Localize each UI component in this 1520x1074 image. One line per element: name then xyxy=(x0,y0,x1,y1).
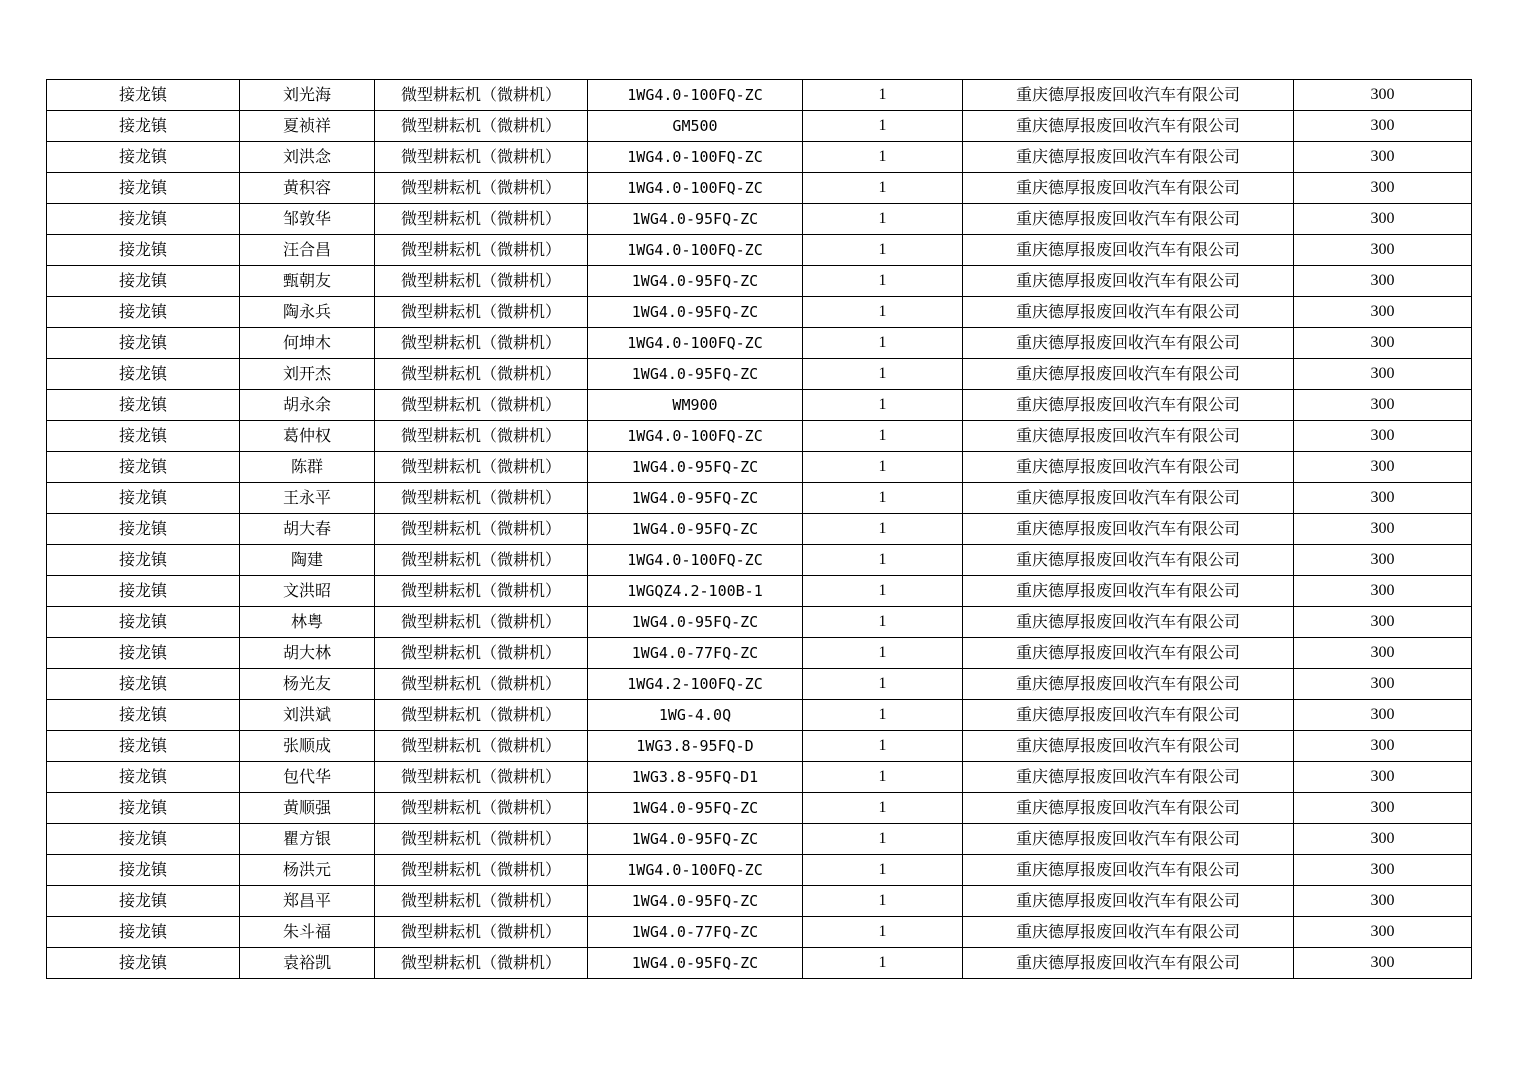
model-cell: 1WG4.0-95FQ-ZC xyxy=(588,483,803,514)
quantity-cell: 1 xyxy=(803,638,963,669)
amount-cell: 300 xyxy=(1294,607,1472,638)
town-cell: 接龙镇 xyxy=(47,855,240,886)
machine-type-cell: 微型耕耘机（微耕机） xyxy=(375,204,588,235)
quantity-cell: 1 xyxy=(803,235,963,266)
town-cell: 接龙镇 xyxy=(47,80,240,111)
name-cell: 汪合昌 xyxy=(240,235,375,266)
company-cell: 重庆德厚报废回收汽车有限公司 xyxy=(963,204,1294,235)
machine-type-cell: 微型耕耘机（微耕机） xyxy=(375,824,588,855)
quantity-cell: 1 xyxy=(803,328,963,359)
company-cell: 重庆德厚报废回收汽车有限公司 xyxy=(963,421,1294,452)
table-row xyxy=(47,111,1472,142)
table-row xyxy=(47,948,1472,979)
quantity-cell: 1 xyxy=(803,948,963,979)
model-cell: 1WG4.0-77FQ-ZC xyxy=(588,638,803,669)
amount-cell: 300 xyxy=(1294,514,1472,545)
model-cell: 1WG4.0-95FQ-ZC xyxy=(588,359,803,390)
quantity-cell: 1 xyxy=(803,359,963,390)
machine-type-cell: 微型耕耘机（微耕机） xyxy=(375,328,588,359)
model-cell: GM500 xyxy=(588,111,803,142)
amount-cell: 300 xyxy=(1294,142,1472,173)
town-cell: 接龙镇 xyxy=(47,204,240,235)
amount-cell: 300 xyxy=(1294,266,1472,297)
company-cell: 重庆德厚报废回收汽车有限公司 xyxy=(963,483,1294,514)
town-cell: 接龙镇 xyxy=(47,359,240,390)
name-cell: 何坤木 xyxy=(240,328,375,359)
quantity-cell: 1 xyxy=(803,886,963,917)
model-cell: 1WG4.0-95FQ-ZC xyxy=(588,607,803,638)
name-cell: 郑昌平 xyxy=(240,886,375,917)
records-body xyxy=(47,80,1472,979)
model-cell: 1WG4.0-95FQ-ZC xyxy=(588,452,803,483)
company-cell: 重庆德厚报废回收汽车有限公司 xyxy=(963,266,1294,297)
amount-cell: 300 xyxy=(1294,235,1472,266)
amount-cell: 300 xyxy=(1294,700,1472,731)
name-cell: 刘光海 xyxy=(240,80,375,111)
company-cell: 重庆德厚报废回收汽车有限公司 xyxy=(963,359,1294,390)
model-cell: 1WG4.0-100FQ-ZC xyxy=(588,855,803,886)
machine-type-cell: 微型耕耘机（微耕机） xyxy=(375,359,588,390)
town-cell: 接龙镇 xyxy=(47,328,240,359)
quantity-cell: 1 xyxy=(803,855,963,886)
company-cell: 重庆德厚报废回收汽车有限公司 xyxy=(963,669,1294,700)
town-cell: 接龙镇 xyxy=(47,917,240,948)
table-row xyxy=(47,235,1472,266)
amount-cell: 300 xyxy=(1294,855,1472,886)
table-row xyxy=(47,886,1472,917)
table-row xyxy=(47,700,1472,731)
machine-type-cell: 微型耕耘机（微耕机） xyxy=(375,669,588,700)
name-cell: 邹敦华 xyxy=(240,204,375,235)
model-cell: 1WG3.8-95FQ-D1 xyxy=(588,762,803,793)
town-cell: 接龙镇 xyxy=(47,390,240,421)
machine-type-cell: 微型耕耘机（微耕机） xyxy=(375,545,588,576)
amount-cell: 300 xyxy=(1294,824,1472,855)
table-row xyxy=(47,421,1472,452)
table-row xyxy=(47,390,1472,421)
table-row xyxy=(47,576,1472,607)
table-row xyxy=(47,917,1472,948)
amount-cell: 300 xyxy=(1294,328,1472,359)
town-cell: 接龙镇 xyxy=(47,173,240,204)
machine-type-cell: 微型耕耘机（微耕机） xyxy=(375,421,588,452)
quantity-cell: 1 xyxy=(803,731,963,762)
town-cell: 接龙镇 xyxy=(47,731,240,762)
machine-type-cell: 微型耕耘机（微耕机） xyxy=(375,576,588,607)
name-cell: 黄积容 xyxy=(240,173,375,204)
town-cell: 接龙镇 xyxy=(47,886,240,917)
model-cell: 1WG4.0-100FQ-ZC xyxy=(588,421,803,452)
name-cell: 陈群 xyxy=(240,452,375,483)
amount-cell: 300 xyxy=(1294,80,1472,111)
quantity-cell: 1 xyxy=(803,824,963,855)
table-row xyxy=(47,328,1472,359)
quantity-cell: 1 xyxy=(803,700,963,731)
amount-cell: 300 xyxy=(1294,204,1472,235)
town-cell: 接龙镇 xyxy=(47,545,240,576)
machine-type-cell: 微型耕耘机（微耕机） xyxy=(375,514,588,545)
town-cell: 接龙镇 xyxy=(47,669,240,700)
town-cell: 接龙镇 xyxy=(47,421,240,452)
name-cell: 张顺成 xyxy=(240,731,375,762)
model-cell: 1WG4.0-95FQ-ZC xyxy=(588,204,803,235)
quantity-cell: 1 xyxy=(803,452,963,483)
company-cell: 重庆德厚报废回收汽车有限公司 xyxy=(963,297,1294,328)
machine-type-cell: 微型耕耘机（微耕机） xyxy=(375,731,588,762)
company-cell: 重庆德厚报废回收汽车有限公司 xyxy=(963,700,1294,731)
amount-cell: 300 xyxy=(1294,359,1472,390)
model-cell: 1WG4.0-100FQ-ZC xyxy=(588,173,803,204)
quantity-cell: 1 xyxy=(803,514,963,545)
model-cell: WM900 xyxy=(588,390,803,421)
machine-type-cell: 微型耕耘机（微耕机） xyxy=(375,948,588,979)
table-row xyxy=(47,483,1472,514)
town-cell: 接龙镇 xyxy=(47,762,240,793)
table-row xyxy=(47,173,1472,204)
machine-type-cell: 微型耕耘机（微耕机） xyxy=(375,607,588,638)
machine-type-cell: 微型耕耘机（微耕机） xyxy=(375,80,588,111)
machine-type-cell: 微型耕耘机（微耕机） xyxy=(375,235,588,266)
name-cell: 胡大春 xyxy=(240,514,375,545)
model-cell: 1WGQZ4.2-100B-1 xyxy=(588,576,803,607)
company-cell: 重庆德厚报废回收汽车有限公司 xyxy=(963,886,1294,917)
company-cell: 重庆德厚报废回收汽车有限公司 xyxy=(963,173,1294,204)
name-cell: 夏祯祥 xyxy=(240,111,375,142)
quantity-cell: 1 xyxy=(803,545,963,576)
town-cell: 接龙镇 xyxy=(47,948,240,979)
quantity-cell: 1 xyxy=(803,917,963,948)
amount-cell: 300 xyxy=(1294,390,1472,421)
amount-cell: 300 xyxy=(1294,669,1472,700)
company-cell: 重庆德厚报废回收汽车有限公司 xyxy=(963,111,1294,142)
table-row xyxy=(47,514,1472,545)
company-cell: 重庆德厚报废回收汽车有限公司 xyxy=(963,762,1294,793)
machine-type-cell: 微型耕耘机（微耕机） xyxy=(375,452,588,483)
company-cell: 重庆德厚报废回收汽车有限公司 xyxy=(963,948,1294,979)
town-cell: 接龙镇 xyxy=(47,483,240,514)
table-row xyxy=(47,80,1472,111)
amount-cell: 300 xyxy=(1294,452,1472,483)
machine-type-cell: 微型耕耘机（微耕机） xyxy=(375,700,588,731)
table-row xyxy=(47,855,1472,886)
table-row xyxy=(47,762,1472,793)
name-cell: 包代华 xyxy=(240,762,375,793)
model-cell: 1WG4.0-95FQ-ZC xyxy=(588,824,803,855)
name-cell: 胡大林 xyxy=(240,638,375,669)
quantity-cell: 1 xyxy=(803,607,963,638)
table-row xyxy=(47,669,1472,700)
town-cell: 接龙镇 xyxy=(47,297,240,328)
model-cell: 1WG4.0-100FQ-ZC xyxy=(588,328,803,359)
amount-cell: 300 xyxy=(1294,421,1472,452)
machine-type-cell: 微型耕耘机（微耕机） xyxy=(375,855,588,886)
table-row xyxy=(47,824,1472,855)
amount-cell: 300 xyxy=(1294,793,1472,824)
model-cell: 1WG4.0-95FQ-ZC xyxy=(588,948,803,979)
town-cell: 接龙镇 xyxy=(47,700,240,731)
quantity-cell: 1 xyxy=(803,669,963,700)
company-cell: 重庆德厚报废回收汽车有限公司 xyxy=(963,855,1294,886)
machine-type-cell: 微型耕耘机（微耕机） xyxy=(375,917,588,948)
amount-cell: 300 xyxy=(1294,917,1472,948)
model-cell: 1WG4.0-100FQ-ZC xyxy=(588,545,803,576)
amount-cell: 300 xyxy=(1294,483,1472,514)
amount-cell: 300 xyxy=(1294,948,1472,979)
town-cell: 接龙镇 xyxy=(47,235,240,266)
machine-type-cell: 微型耕耘机（微耕机） xyxy=(375,390,588,421)
table-row xyxy=(47,359,1472,390)
town-cell: 接龙镇 xyxy=(47,638,240,669)
name-cell: 杨洪元 xyxy=(240,855,375,886)
name-cell: 葛仲权 xyxy=(240,421,375,452)
name-cell: 刘洪念 xyxy=(240,142,375,173)
town-cell: 接龙镇 xyxy=(47,452,240,483)
name-cell: 朱斗福 xyxy=(240,917,375,948)
model-cell: 1WG-4.0Q xyxy=(588,700,803,731)
company-cell: 重庆德厚报废回收汽车有限公司 xyxy=(963,576,1294,607)
amount-cell: 300 xyxy=(1294,638,1472,669)
name-cell: 刘洪斌 xyxy=(240,700,375,731)
quantity-cell: 1 xyxy=(803,204,963,235)
table-row xyxy=(47,545,1472,576)
model-cell: 1WG4.0-95FQ-ZC xyxy=(588,266,803,297)
quantity-cell: 1 xyxy=(803,483,963,514)
town-cell: 接龙镇 xyxy=(47,142,240,173)
town-cell: 接龙镇 xyxy=(47,793,240,824)
machine-type-cell: 微型耕耘机（微耕机） xyxy=(375,266,588,297)
model-cell: 1WG4.0-95FQ-ZC xyxy=(588,793,803,824)
company-cell: 重庆德厚报废回收汽车有限公司 xyxy=(963,638,1294,669)
quantity-cell: 1 xyxy=(803,142,963,173)
records-table xyxy=(46,79,1472,979)
table-row xyxy=(47,793,1472,824)
company-cell: 重庆德厚报废回收汽车有限公司 xyxy=(963,390,1294,421)
name-cell: 杨光友 xyxy=(240,669,375,700)
town-cell: 接龙镇 xyxy=(47,514,240,545)
company-cell: 重庆德厚报废回收汽车有限公司 xyxy=(963,824,1294,855)
town-cell: 接龙镇 xyxy=(47,576,240,607)
name-cell: 林粤 xyxy=(240,607,375,638)
company-cell: 重庆德厚报废回收汽车有限公司 xyxy=(963,731,1294,762)
quantity-cell: 1 xyxy=(803,111,963,142)
model-cell: 1WG4.2-100FQ-ZC xyxy=(588,669,803,700)
company-cell: 重庆德厚报废回收汽车有限公司 xyxy=(963,80,1294,111)
company-cell: 重庆德厚报废回收汽车有限公司 xyxy=(963,235,1294,266)
name-cell: 陶永兵 xyxy=(240,297,375,328)
name-cell: 瞿方银 xyxy=(240,824,375,855)
company-cell: 重庆德厚报废回收汽车有限公司 xyxy=(963,607,1294,638)
name-cell: 文洪昭 xyxy=(240,576,375,607)
name-cell: 陶建 xyxy=(240,545,375,576)
name-cell: 刘开杰 xyxy=(240,359,375,390)
model-cell: 1WG4.0-100FQ-ZC xyxy=(588,80,803,111)
company-cell: 重庆德厚报废回收汽车有限公司 xyxy=(963,793,1294,824)
model-cell: 1WG4.0-100FQ-ZC xyxy=(588,235,803,266)
quantity-cell: 1 xyxy=(803,421,963,452)
amount-cell: 300 xyxy=(1294,297,1472,328)
table-row xyxy=(47,452,1472,483)
quantity-cell: 1 xyxy=(803,762,963,793)
model-cell: 1WG4.0-95FQ-ZC xyxy=(588,886,803,917)
company-cell: 重庆德厚报废回收汽车有限公司 xyxy=(963,917,1294,948)
name-cell: 袁裕凯 xyxy=(240,948,375,979)
company-cell: 重庆德厚报废回收汽车有限公司 xyxy=(963,514,1294,545)
table-row xyxy=(47,297,1472,328)
company-cell: 重庆德厚报废回收汽车有限公司 xyxy=(963,142,1294,173)
model-cell: 1WG4.0-77FQ-ZC xyxy=(588,917,803,948)
machine-type-cell: 微型耕耘机（微耕机） xyxy=(375,297,588,328)
amount-cell: 300 xyxy=(1294,173,1472,204)
machine-type-cell: 微型耕耘机（微耕机） xyxy=(375,886,588,917)
quantity-cell: 1 xyxy=(803,80,963,111)
table-row xyxy=(47,266,1472,297)
amount-cell: 300 xyxy=(1294,111,1472,142)
quantity-cell: 1 xyxy=(803,266,963,297)
quantity-cell: 1 xyxy=(803,297,963,328)
quantity-cell: 1 xyxy=(803,390,963,421)
quantity-cell: 1 xyxy=(803,173,963,204)
name-cell: 胡永余 xyxy=(240,390,375,421)
machine-type-cell: 微型耕耘机（微耕机） xyxy=(375,793,588,824)
machine-type-cell: 微型耕耘机（微耕机） xyxy=(375,142,588,173)
town-cell: 接龙镇 xyxy=(47,266,240,297)
machine-type-cell: 微型耕耘机（微耕机） xyxy=(375,111,588,142)
model-cell: 1WG4.0-95FQ-ZC xyxy=(588,514,803,545)
table-row xyxy=(47,731,1472,762)
table-row xyxy=(47,638,1472,669)
table-row xyxy=(47,142,1472,173)
model-cell: 1WG4.0-95FQ-ZC xyxy=(588,297,803,328)
name-cell: 甄朝友 xyxy=(240,266,375,297)
table-row xyxy=(47,607,1472,638)
name-cell: 王永平 xyxy=(240,483,375,514)
town-cell: 接龙镇 xyxy=(47,111,240,142)
quantity-cell: 1 xyxy=(803,576,963,607)
machine-type-cell: 微型耕耘机（微耕机） xyxy=(375,762,588,793)
company-cell: 重庆德厚报废回收汽车有限公司 xyxy=(963,328,1294,359)
quantity-cell: 1 xyxy=(803,793,963,824)
town-cell: 接龙镇 xyxy=(47,824,240,855)
amount-cell: 300 xyxy=(1294,731,1472,762)
company-cell: 重庆德厚报废回收汽车有限公司 xyxy=(963,545,1294,576)
machine-type-cell: 微型耕耘机（微耕机） xyxy=(375,638,588,669)
amount-cell: 300 xyxy=(1294,545,1472,576)
table-row xyxy=(47,204,1472,235)
amount-cell: 300 xyxy=(1294,576,1472,607)
amount-cell: 300 xyxy=(1294,762,1472,793)
model-cell: 1WG4.0-100FQ-ZC xyxy=(588,142,803,173)
company-cell: 重庆德厚报废回收汽车有限公司 xyxy=(963,452,1294,483)
machine-type-cell: 微型耕耘机（微耕机） xyxy=(375,173,588,204)
name-cell: 黄顺强 xyxy=(240,793,375,824)
machine-type-cell: 微型耕耘机（微耕机） xyxy=(375,483,588,514)
town-cell: 接龙镇 xyxy=(47,607,240,638)
model-cell: 1WG3.8-95FQ-D xyxy=(588,731,803,762)
amount-cell: 300 xyxy=(1294,886,1472,917)
